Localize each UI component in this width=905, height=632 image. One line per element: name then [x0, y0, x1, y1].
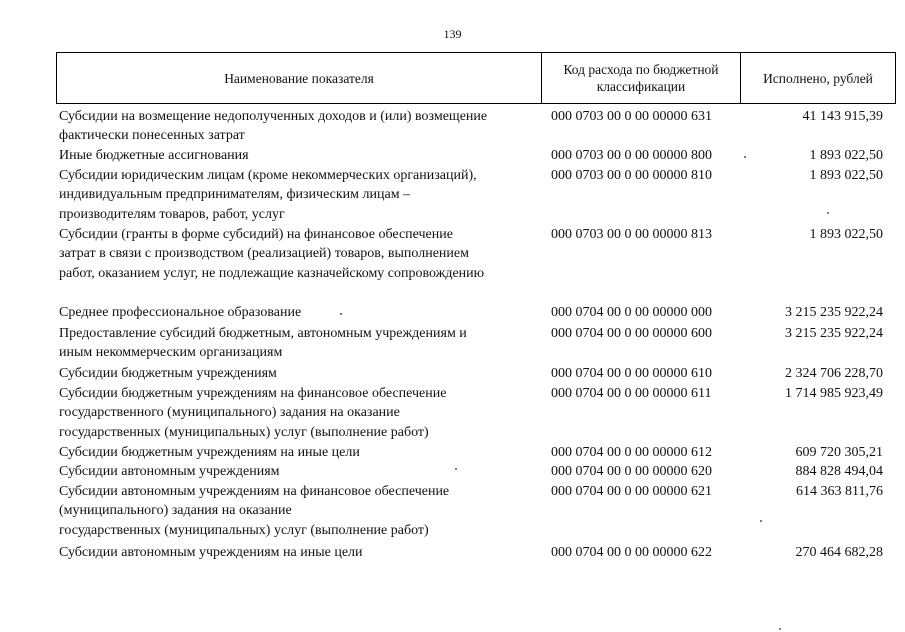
row-name: Субсидии автономным учреждениям на иные цели — [59, 545, 363, 560]
scan-speck — [340, 313, 342, 315]
header-executed: Исполнено, рублей — [741, 53, 896, 104]
row-code: 000 0704 00 0 00 00000 612 — [551, 445, 712, 460]
row-amount: 1 893 022,50 — [809, 148, 883, 163]
row-name: Предоставление субсидий бюджетным, автономным учреждениям и иным некоммерческим организациям — [59, 326, 467, 361]
row-amount: 3 215 235 922,24 — [785, 305, 883, 320]
row-name: Субсидии автономным учреждениям на финансовое обеспечение (муниципального) задания на оказание государственных (муниципальных) услуг (выполнение работ) — [59, 484, 450, 538]
row-name: Субсидии бюджетным учреждениям — [59, 366, 277, 381]
row-name: Среднее профессиональное образование — [59, 305, 302, 320]
row-code: 000 0704 00 0 00 00000 000 — [551, 305, 712, 320]
row-code: 000 0704 00 0 00 00000 611 — [551, 386, 712, 401]
row-name: Субсидии бюджетным учреждениям на финансовое обеспечение государственного (муниципального) задания на оказание государственных (муниципальных) услуг (выполнение работ) — [59, 386, 447, 440]
scan-speck — [760, 520, 762, 522]
row-code: 000 0703 00 0 00 00000 631 — [551, 109, 712, 124]
row-code: 000 0704 00 0 00 00000 600 — [551, 326, 712, 341]
row-code: 000 0703 00 0 00 00000 810 — [551, 168, 712, 183]
row-name: Субсидии юридическим лицам (кроме некоммерческих организаций), индивидуальным предпринимателям, физическим лицам – производителям товаров, работ, услуг — [59, 168, 477, 222]
scan-speck — [827, 212, 829, 214]
row-code: 000 0704 00 0 00 00000 610 — [551, 366, 712, 381]
row-name: Субсидии автономным учреждениям — [59, 464, 280, 479]
row-amount: 614 363 811,76 — [796, 484, 883, 499]
row-amount: 2 324 706 228,70 — [785, 366, 883, 381]
scan-speck — [779, 628, 781, 630]
row-name: Иные бюджетные ассигнования — [59, 148, 249, 163]
row-amount: 41 143 915,39 — [802, 109, 883, 124]
row-code: 000 0704 00 0 00 00000 620 — [551, 464, 712, 479]
row-code: 000 0704 00 0 00 00000 621 — [551, 484, 712, 499]
row-code: 000 0704 00 0 00 00000 622 — [551, 545, 712, 560]
header-name: Наименование показателя — [57, 53, 542, 104]
row-code: 000 0703 00 0 00 00000 813 — [551, 227, 712, 242]
row-amount: 270 464 682,28 — [795, 545, 883, 560]
row-name: Субсидии на возмещение недополученных доходов и (или) возмещение фактически понесенных затрат — [59, 109, 488, 144]
row-amount: 1 893 022,50 — [809, 227, 883, 242]
row-amount: 609 720 305,21 — [795, 445, 883, 460]
row-amount: 884 828 494,04 — [795, 464, 883, 479]
row-name: Субсидии бюджетным учреждениям на иные цели — [59, 445, 360, 460]
header-code: Код расхода по бюджетной классификации — [542, 53, 741, 104]
row-amount: 3 215 235 922,24 — [785, 326, 883, 341]
page-number: 139 — [443, 27, 462, 41]
row-amount: 1 714 985 923,49 — [785, 386, 883, 401]
row-name: Субсидии (гранты в форме субсидий) на финансовое обеспечение затрат в связи с производством (реализацией) товаров, выполнением работ, оказанием услуг, не подлежащие казначейскому сопровождению — [59, 227, 485, 281]
scan-speck — [455, 468, 457, 470]
row-code: 000 0703 00 0 00 00000 800 — [551, 148, 712, 163]
scan-speck — [744, 156, 746, 158]
row-amount: 1 893 022,50 — [809, 168, 883, 183]
